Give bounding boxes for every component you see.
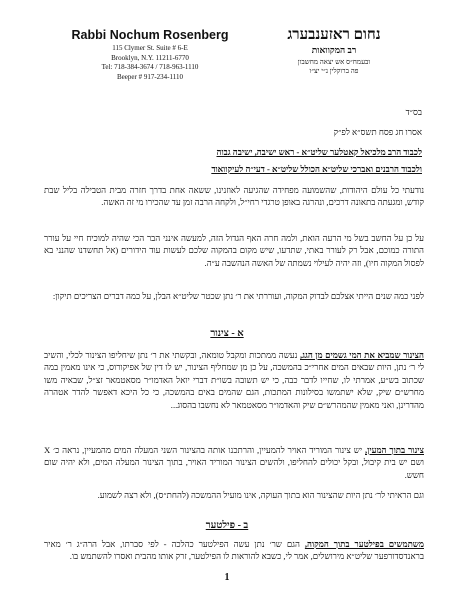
letterhead-title-he: רב המקוואות bbox=[311, 45, 357, 55]
section-a-paragraph-3: וגם הראיתי לר׳ נתן היות שהצינור הוא בתוך העוקה, אינו מועיל ההמשכה (להחת״ס), ולא רצה לשמוע. bbox=[97, 490, 424, 500]
letter-date: אסרו חג פסח תשס״א לפ״ק bbox=[333, 127, 422, 137]
letterhead-hebrew bbox=[254, 26, 414, 76]
paragraph-1: נודעתי כל עולם היהודות, שהשמועה מפחידה שהגיעה לאוזנינו, ששאה אחת בדרך חזרה מבית הטבילה בליל שבת קודש, ומגעתה בתאונה דרכים, ונהרגה באופן טרגדי רחי״ל, ולקחה הרבה זמן עד שהכירו מי זה האשה. bbox=[44, 185, 424, 208]
letterhead-name-he: נחום ראזענבערג bbox=[287, 27, 381, 43]
section-a-lead-1: הצינור שמביא את המי גשמים מן הגג, bbox=[300, 350, 424, 360]
letterhead-name-en: Rabbi Nochum Rosenberg bbox=[71, 28, 229, 42]
section-a-paragraph-1 bbox=[44, 349, 424, 411]
section-a-heading: א - צינור bbox=[210, 328, 244, 339]
section-b-heading: ב - פילטער bbox=[205, 520, 249, 531]
section-a-text-1: נעשה ממתכות ומקבל טומאה, ובקשתי את ר׳ נתן שיחליפו הצינור לכלי, והשיב לי ר׳ נתן, היות שבאים המים אחרי״כ בהמשכה, על כן מן שמחליף הצינור, יש לו דין של אפיקורוס, כי אינו מאמין במה שכתוב בש״ע, אמרתי לו, שחייו לדבר כבה, כי יש תשובה בשו״ת דברי יואל האדמו״ר מסאטמאר זצ״ל, שבאיה משו מחרש״ם שיק, שלא ישתמשו בסילונות המתכות, הגם שהמים באים בהמשכה, כי כל היכא דאפשר להדר אטהרה מהדרינן, ואני מאמין שהמהרש״ם שיק והאדמו״ר מסאטמאר לא נחשבו בהסוג... bbox=[44, 350, 424, 410]
page-number: 1 bbox=[224, 572, 230, 583]
bsd-mark: בס״ד bbox=[405, 107, 422, 117]
paragraph-3: לפני כמה שנים הייתי אצלכם לבדוק המקוה, ועוררתי את ר׳ נתן שכטר שליט״א הבלן, על כמה דברים הצריכים תיקון: bbox=[52, 291, 424, 301]
section-a-paragraph-2 bbox=[44, 444, 424, 481]
addressee-line-2: ולכבוד הרבנים ואברכי שליט״א הכולל שליט״א - דעי״ה לעיקוואוד bbox=[211, 164, 422, 174]
section-a-lead-2: צינור בתוך המעין, bbox=[365, 445, 424, 455]
letterhead-beeper: Beeper # 917-234-1110 bbox=[117, 72, 183, 81]
section-b-lead-1: משתמשים בפילטער בתוך המקוה, bbox=[304, 539, 424, 549]
section-a-text-2: יש צינור המוריד האויר להמעיין, והרתכנו אותה בהצינור השני המעלה המים מהמעיין, נראה כ׳ X ושם יש בית קיבול, ובקל יכולים להחליפו, ולהשים הצינור המוריד האויר, בתוך הצינור המעלה המים, ולא יהיה שום חשש. bbox=[44, 445, 424, 480]
letterhead-sub-he-2: פה ברוקלין נ״י יצ״ו bbox=[309, 67, 359, 75]
addressee-line-1: לכבוד הרב מלכיאל קאטלער שליט״א - ראש ישיבה, ישיבה גבוה bbox=[216, 147, 422, 157]
section-b-paragraph-1 bbox=[44, 538, 424, 563]
paragraph-2: על כן על החשב בשל מי הרעה הואת, ולמה חרה האף הגדול הזה, למעשה אינני הבר הכי שהיה למוכיח חיי על עורר התורה כמוכם, אבל רק לעורר באתי, שתדעו, שיש מקום בהמקוה שלכם לעשות עוד הידורים (אל תחשדנו שהנני בא לפסול המקוה חיו), וזה יהיה לעילוי נשמתה של האשה הנהשבה ע״ה. bbox=[44, 233, 424, 268]
letterhead-sub-he-1: ובעמח״ס אש יצאה מחשבון bbox=[297, 58, 371, 66]
letterhead-address-2: Brooklyn, N.Y. 11211-6770 bbox=[111, 53, 189, 62]
letterhead-english bbox=[70, 28, 230, 82]
section-b-text-1: הגם שר׳ נתן עשה הפילטער כהלכה - לפי סברתו, אבל הרה״ג ר׳ מאיר בראנדסדורפער שליט״א מירושלים, אמר לי, כשבא להוראות לו הפילטער, זרק אותו מהבית ואסרו להשתמש בו. bbox=[44, 539, 424, 562]
letterhead-address-1: 115 Clymer St. Suite # 6-E bbox=[112, 44, 188, 52]
letterhead-phone: Tel: 718-384-3674 / 718-963-1110 bbox=[101, 63, 199, 71]
